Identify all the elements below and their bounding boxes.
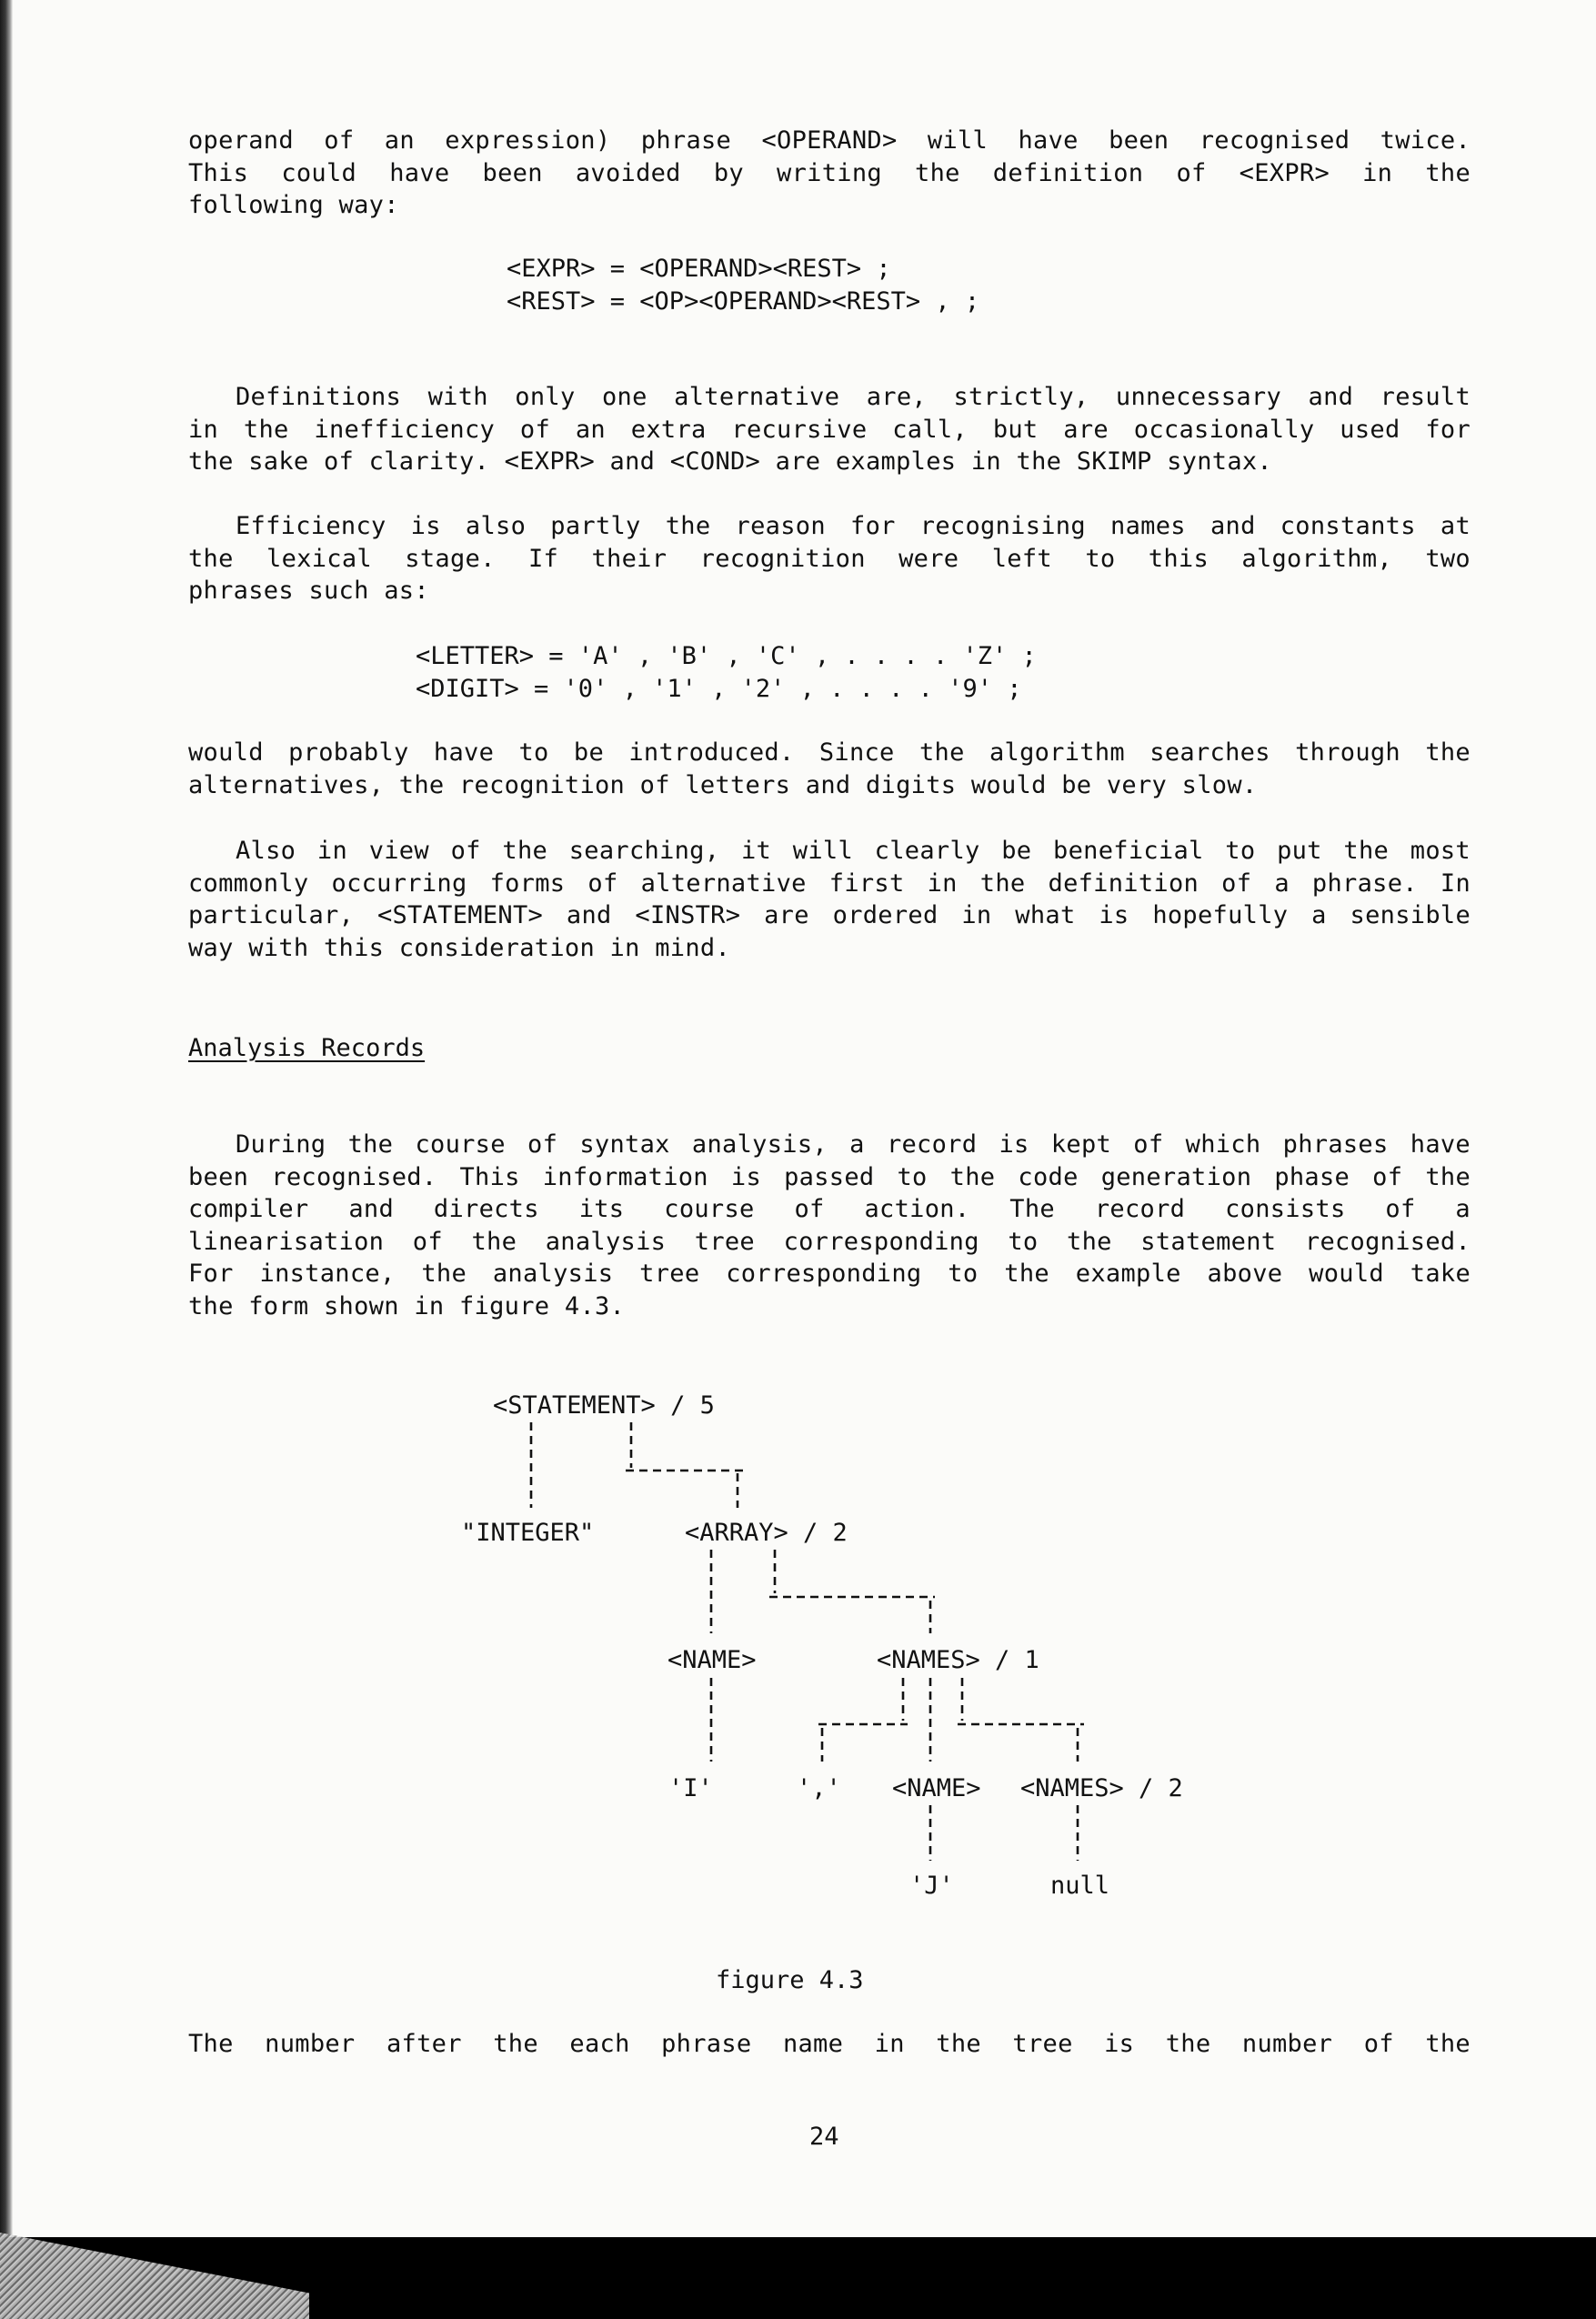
node-names-2: <NAMES> / 2: [1020, 1774, 1183, 1802]
text-line: operand of an expression) phrase <OPERAND> will have been recognised twice.: [188, 126, 1471, 155]
node-leaf-j: 'J': [909, 1872, 954, 1900]
paragraph-introduced: [188, 737, 1471, 801]
text-line: Also in view of the searching, it will clearly be beneficial to put the most: [236, 837, 1471, 865]
node-leaf-i: 'I': [668, 1774, 713, 1802]
code-lexical-definition: [416, 640, 1037, 705]
node-name-2: <NAME>: [892, 1774, 981, 1802]
node-name: <NAME>: [668, 1646, 757, 1674]
code-expr-definition: [507, 253, 979, 317]
node-leaf-null: null: [1050, 1872, 1110, 1900]
section-heading: Analysis Records: [188, 1034, 426, 1062]
code-line: <DIGIT> = '0' , '1' , '2' , . . . . '9' ;: [416, 674, 1022, 703]
text-line: been recognised. This information is passed to the code generation phase of the: [188, 1162, 1471, 1191]
text-line: The number after the each phrase name in the tree is the number of the: [188, 2030, 1471, 2058]
page-number: 24: [809, 2123, 839, 2151]
text-line: This could have been avoided by writing the definition of <EXPR> in the: [188, 158, 1471, 187]
code-line: <LETTER> = 'A' , 'B' , 'C' , . . . . 'Z' ;: [416, 642, 1037, 670]
paragraph-searching: [188, 835, 1471, 964]
code-line: <REST> = <OP><OPERAND><REST> , ;: [507, 286, 980, 316]
text-line: Efficiency is also partly the reason for recognising names and constants at: [236, 512, 1471, 540]
text-line: For instance, the analysis tree corresponding to the example above would take: [188, 1260, 1471, 1288]
text-line: the form shown in figure 4.3.: [188, 1291, 626, 1320]
node-integer: "INTEGER": [461, 1519, 595, 1547]
text-line: Definitions with only one alternative are, strictly, unnecessary and result: [236, 383, 1471, 411]
text-line: following way:: [188, 191, 399, 219]
tree-nodes: [461, 1391, 1183, 1900]
text-line: the lexical stage. If their recognition were left to this algorithm, two: [188, 544, 1471, 573]
text-line: particular, <STATEMENT> and <INSTR> are ordered in what is hopefully a sensible: [188, 901, 1471, 929]
paragraph-definitions: [188, 381, 1471, 478]
code-line: <EXPR> = <OPERAND><REST> ;: [507, 255, 891, 283]
text-line: linearisation of the analysis tree corresponding to the statement recognised.: [188, 1227, 1471, 1256]
text-line: During the course of syntax analysis, a record is kept of which phrases have: [236, 1130, 1471, 1159]
paragraph-number-after: [188, 2028, 1471, 2061]
figure-caption: figure 4.3: [716, 1966, 864, 1994]
node-statement: <STATEMENT> / 5: [493, 1391, 715, 1420]
scan-left-edge: [0, 0, 13, 2319]
node-array: <ARRAY> / 2: [685, 1519, 848, 1547]
paragraph-operand: [188, 125, 1471, 222]
text-line: would probably have to be introduced. Since the algorithm searches through the: [188, 738, 1471, 767]
text-line: alternatives, the recognition of letters and digits would be very slow.: [188, 770, 1258, 799]
node-leaf-comma: ',': [797, 1774, 841, 1802]
text-line: commonly occurring forms of alternative first in the definition of a phrase. In: [188, 868, 1471, 898]
paragraph-efficiency: [188, 510, 1471, 607]
text-line: phrases such as:: [188, 577, 429, 605]
node-names-1: <NAMES> / 1: [877, 1646, 1039, 1674]
text-line: in the inefficiency of an extra recursive call, but are occasionally used for: [188, 415, 1471, 444]
text-line: way with this consideration in mind.: [188, 933, 730, 962]
text-line: compiler and directs its course of action. The record consists of a: [188, 1195, 1471, 1223]
tree-connectors: [531, 1422, 1084, 1861]
paragraph-analysis-records: [188, 1129, 1471, 1322]
text-line: the sake of clarity. <EXPR> and <COND> are examples in the SKIMP syntax.: [188, 447, 1272, 476]
